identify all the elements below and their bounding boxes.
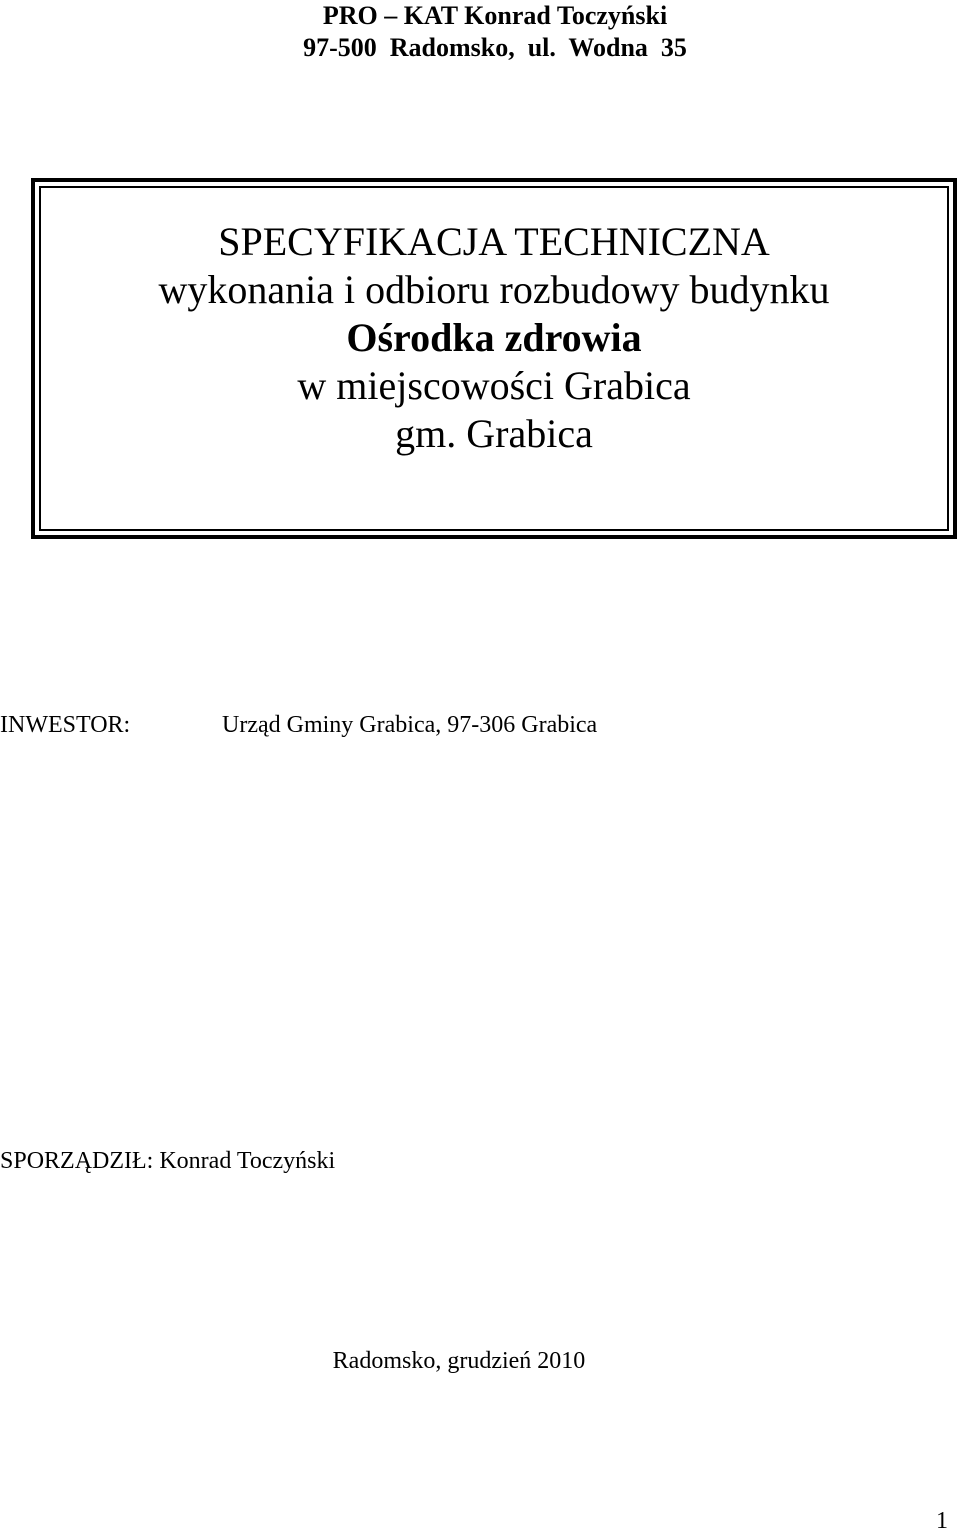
document-title: SPECYFIKACJA TECHNICZNA [218, 219, 770, 264]
company-address: 97-500 Radomsko, ul. Wodna 35 [303, 33, 687, 62]
title-box [31, 178, 957, 539]
building-name: Ośrodka zdrowia [346, 315, 642, 360]
place-and-date: Radomsko, grudzień 2010 [332, 1348, 586, 1374]
document-subtitle: wykonania i odbioru rozbudowy budynku [158, 267, 830, 312]
title-content [35, 218, 953, 458]
company-name: PRO – KAT Konrad Toczyński [322, 1, 668, 30]
investor-value: Urząd Gminy Grabica, 97-306 Grabica [222, 712, 598, 738]
page-number: 1 [936, 1508, 948, 1534]
location-line: w miejscowości Grabica [297, 363, 691, 408]
author-line: SPORZĄDZIŁ: Konrad Toczyński [0, 1148, 336, 1174]
document-header [0, 0, 960, 64]
investor-label: INWESTOR: [0, 712, 131, 738]
municipality-line: gm. Grabica [395, 411, 593, 456]
